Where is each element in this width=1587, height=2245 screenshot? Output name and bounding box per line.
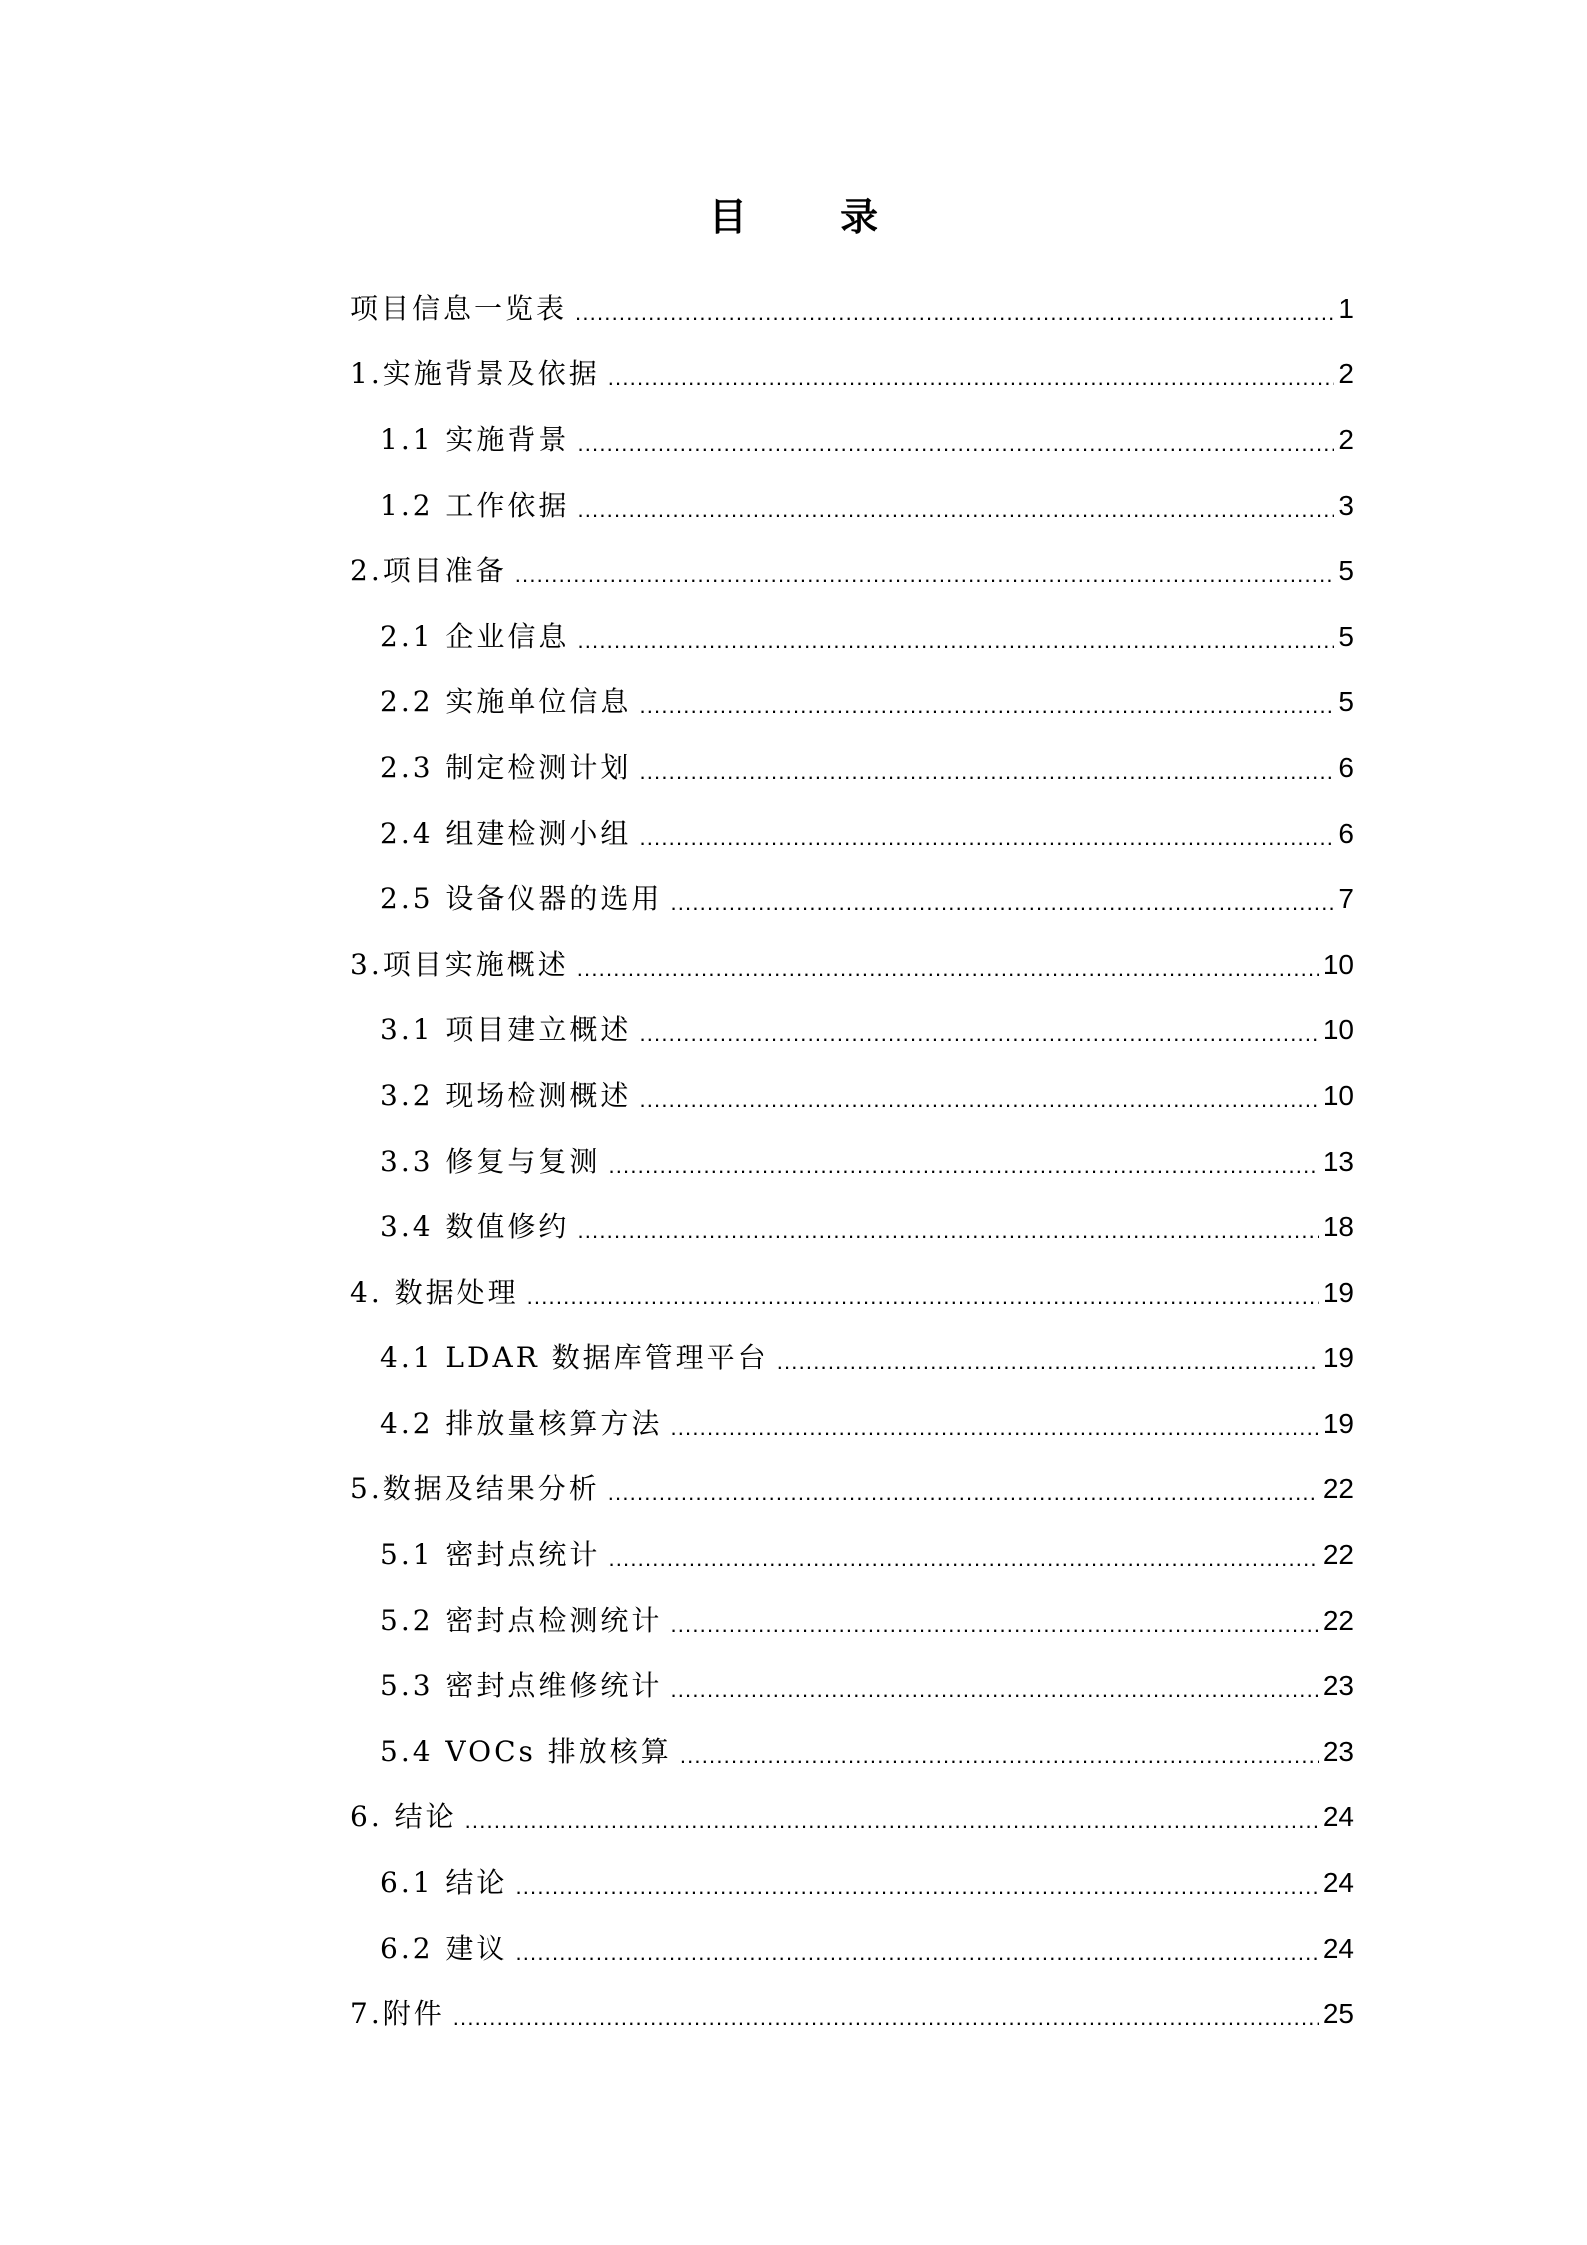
toc-entry[interactable]	[350, 1326, 1354, 1392]
toc-entry[interactable]	[350, 1850, 1354, 1916]
toc-entry-page-number: 10	[1322, 1014, 1354, 1046]
toc-entry[interactable]	[350, 1063, 1354, 1129]
toc-entry[interactable]	[350, 866, 1354, 932]
toc-entry-label: 1.2 工作依据	[380, 488, 570, 522]
toc-entry-label: 6. 结论	[350, 1800, 457, 1834]
toc-dot-leader	[515, 1866, 1318, 1900]
toc-entry-label: 5.2 密封点检测统计	[380, 1603, 663, 1637]
toc-entry[interactable]	[350, 1522, 1354, 1588]
toc-entry-page-number: 13	[1322, 1145, 1354, 1177]
toc-entry-page-number: 5	[1338, 620, 1354, 652]
toc-entry[interactable]	[350, 1981, 1354, 2047]
toc-entry-page-number: 2	[1338, 358, 1354, 390]
toc-entry-label: 2.5 设备仪器的选用	[380, 882, 663, 916]
toc-entry-page-number: 1	[1338, 292, 1354, 324]
toc-entry-label: 5.4 VOCs 排放核算	[380, 1734, 672, 1768]
toc-entry-page-number: 22	[1322, 1604, 1354, 1636]
toc-list	[350, 276, 1354, 2047]
toc-entry-label: 2.2 实施单位信息	[380, 685, 632, 719]
toc-entry[interactable]	[350, 1916, 1354, 1982]
toc-entry[interactable]	[350, 1457, 1354, 1523]
toc-dot-leader	[575, 292, 1334, 326]
toc-dot-leader	[670, 1604, 1318, 1638]
toc-entry[interactable]	[350, 604, 1354, 670]
toc-entry-page-number: 24	[1322, 1932, 1354, 1964]
toc-entry-page-number: 3	[1338, 489, 1354, 521]
toc-dot-leader	[577, 423, 1334, 457]
toc-dot-leader	[515, 554, 1335, 588]
toc-dot-leader	[577, 620, 1334, 654]
toc-entry-page-number: 19	[1322, 1342, 1354, 1374]
toc-dot-leader	[670, 1407, 1318, 1441]
toc-entry-label: 3.2 现场检测概述	[380, 1078, 632, 1112]
toc-entry-label: 3.1 项目建立概述	[380, 1013, 632, 1047]
toc-entry-label: 5.1 密封点统计	[380, 1538, 601, 1572]
toc-dot-leader	[577, 948, 1319, 982]
toc-entry-label: 2.4 组建检测小组	[380, 816, 632, 850]
toc-entry[interactable]	[350, 538, 1354, 604]
toc-dot-leader	[527, 1276, 1319, 1310]
toc-dot-leader	[639, 1013, 1318, 1047]
toc-entry-label: 3.3 修复与复测	[380, 1144, 601, 1178]
toc-dot-leader	[577, 1210, 1318, 1244]
toc-entry-page-number: 19	[1322, 1276, 1354, 1308]
toc-entry[interactable]	[350, 473, 1354, 539]
toc-entry-label: 4.1 LDAR 数据库管理平台	[380, 1341, 769, 1375]
toc-entry-label: 2.项目准备	[350, 554, 507, 588]
toc-entry-label: 7.附件	[350, 1997, 445, 2031]
toc-entry-label: 6.1 结论	[380, 1866, 508, 1900]
toc-dot-leader	[639, 685, 1334, 719]
toc-dot-leader	[577, 489, 1334, 523]
toc-entry-page-number: 7	[1338, 883, 1354, 915]
toc-entry[interactable]	[350, 1588, 1354, 1654]
toc-entry-page-number: 10	[1322, 948, 1354, 980]
toc-dot-leader	[608, 1145, 1318, 1179]
toc-entry-label: 3.项目实施概述	[350, 947, 569, 981]
toc-dot-leader	[639, 817, 1334, 851]
toc-dot-leader	[639, 1079, 1318, 1113]
toc-entry-label: 5.数据及结果分析	[350, 1472, 600, 1506]
toc-dot-leader	[670, 1669, 1318, 1703]
toc-entry-label: 6.2 建议	[380, 1931, 508, 1965]
toc-entry-page-number: 5	[1338, 555, 1354, 587]
toc-entry-page-number: 25	[1322, 1998, 1354, 2030]
toc-dot-leader	[639, 751, 1334, 785]
toc-entry-page-number: 23	[1322, 1735, 1354, 1767]
toc-dot-leader	[608, 1538, 1318, 1572]
toc-entry-label: 3.4 数值修约	[380, 1210, 570, 1244]
toc-entry-page-number: 18	[1322, 1211, 1354, 1243]
toc-dot-leader	[777, 1341, 1319, 1375]
toc-entry-page-number: 6	[1338, 751, 1354, 783]
toc-entry-page-number: 23	[1322, 1670, 1354, 1702]
toc-title: 目 录	[708, 195, 919, 239]
toc-dot-leader	[608, 1472, 1319, 1506]
toc-dot-leader	[453, 1997, 1319, 2031]
toc-dot-leader	[670, 882, 1334, 916]
toc-entry[interactable]	[350, 342, 1354, 408]
toc-entry-page-number: 24	[1322, 1867, 1354, 1899]
toc-entry-page-number: 24	[1322, 1801, 1354, 1833]
toc-entry[interactable]	[350, 1129, 1354, 1195]
toc-entry-label: 2.3 制定检测计划	[380, 750, 632, 784]
toc-dot-leader	[515, 1932, 1318, 1966]
toc-entry[interactable]	[350, 1653, 1354, 1719]
toc-entry-page-number: 2	[1338, 423, 1354, 455]
toc-entry-label: 1.实施背景及依据	[350, 357, 600, 391]
toc-entry[interactable]	[350, 1260, 1354, 1326]
toc-entry-label: 4.2 排放量核算方法	[380, 1406, 663, 1440]
toc-dot-leader	[608, 357, 1335, 391]
toc-entry[interactable]	[350, 670, 1354, 736]
toc-entry-label: 2.1 企业信息	[380, 619, 570, 653]
toc-entry-page-number: 10	[1322, 1079, 1354, 1111]
toc-entry[interactable]	[350, 998, 1354, 1064]
toc-entry-label: 5.3 密封点维修统计	[380, 1669, 663, 1703]
toc-entry[interactable]	[350, 1194, 1354, 1260]
toc-entry-label: 项目信息一览表	[350, 291, 568, 325]
toc-entry[interactable]	[350, 1391, 1354, 1457]
toc-entry-page-number: 19	[1322, 1407, 1354, 1439]
toc-entry[interactable]	[350, 801, 1354, 867]
toc-entry-page-number: 22	[1322, 1473, 1354, 1505]
toc-entry[interactable]	[350, 932, 1354, 998]
toc-entry-page-number: 22	[1322, 1539, 1354, 1571]
toc-entry[interactable]	[350, 735, 1354, 801]
toc-dot-leader	[465, 1800, 1319, 1834]
toc-entry-label: 1.1 实施背景	[380, 422, 570, 456]
toc-entry[interactable]	[350, 276, 1354, 342]
toc-entry-page-number: 6	[1338, 817, 1354, 849]
toc-entry[interactable]	[350, 1785, 1354, 1851]
toc-entry[interactable]	[350, 1719, 1354, 1785]
toc-dot-leader	[680, 1735, 1319, 1769]
toc-entry[interactable]	[350, 407, 1354, 473]
toc-entry-page-number: 5	[1338, 686, 1354, 718]
toc-entry-label: 4. 数据处理	[350, 1275, 519, 1309]
